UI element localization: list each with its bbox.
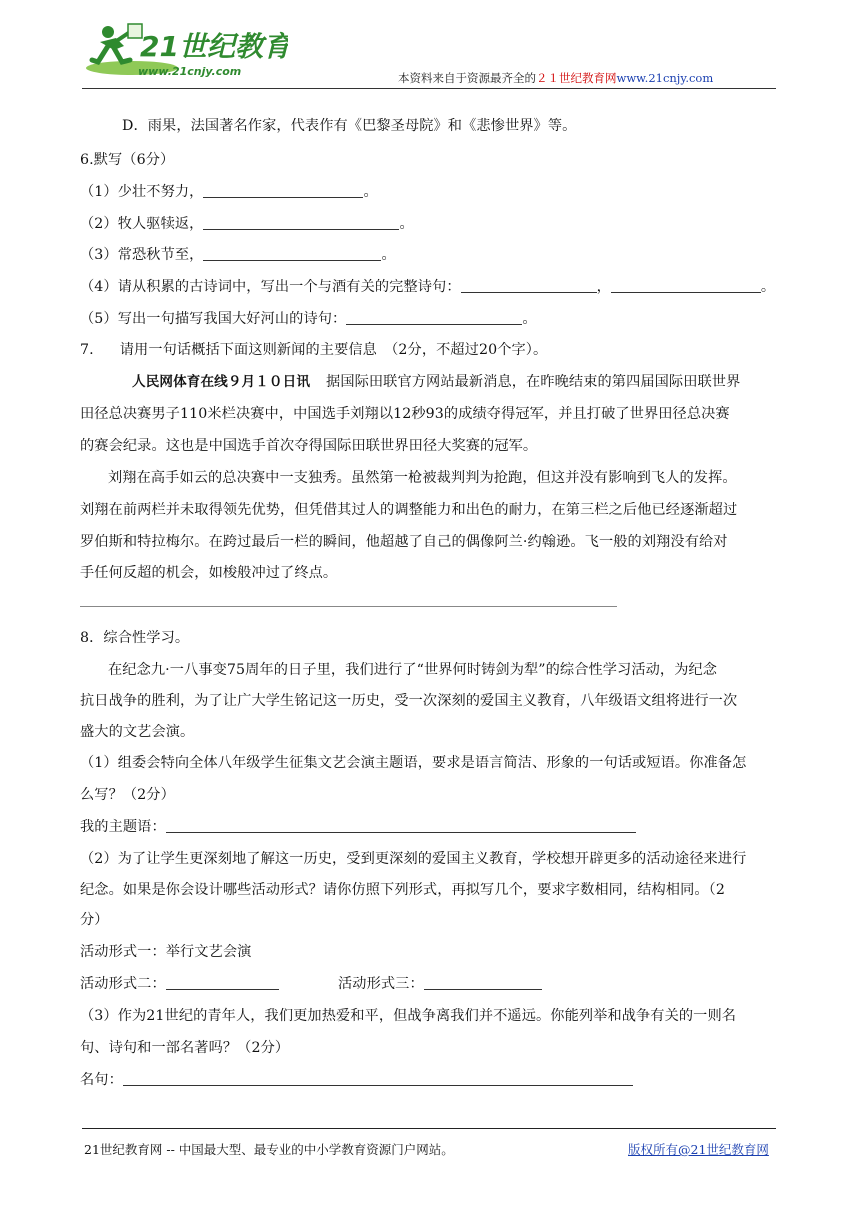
q7-news-line-4: 刘翔在高手如云的总决赛中一支独秀。虽然第一枪被裁判判为抢跑，但这并没有影响到飞人的发挥。 — [108, 470, 737, 486]
q6-item-3-blank[interactable] — [203, 246, 381, 261]
q8-sub3-answer-blank[interactable] — [123, 1071, 633, 1086]
q6-item-1-blank[interactable] — [203, 183, 363, 198]
q8-form-2-label: 活动形式二： — [80, 976, 166, 992]
q6-item-1-end: 。 — [363, 184, 378, 200]
q6-item-3 — [80, 245, 396, 265]
q6-item-4-end: 。 — [760, 279, 776, 295]
q6-item-4-comma: ， — [596, 279, 611, 295]
q8-form-3-blank[interactable] — [424, 975, 542, 990]
q6-item-2 — [80, 214, 414, 234]
q6-item-2-end: 。 — [399, 216, 414, 232]
q6-item-5-end: 。 — [522, 311, 537, 327]
q6-item-2-blank[interactable] — [203, 215, 399, 230]
q8-form-2-blank[interactable] — [166, 975, 279, 990]
q8-intro-line-3: 盛大的文艺会演。 — [80, 724, 195, 740]
q7-news-line-1 — [132, 372, 740, 392]
q6-item-2-text: （2）牧人驱犊返， — [80, 216, 204, 232]
q8-sub1-answer — [80, 817, 636, 837]
header-note-url[interactable]: www.21cnjy.com — [616, 71, 714, 85]
logo-text: 21世纪教育 — [140, 30, 288, 63]
q8-sub3-answer-label: 名句： — [80, 1072, 123, 1088]
q6-item-1-text: （1）少壮不努力， — [80, 184, 204, 200]
q8-form-1: 活动形式一：举行文艺会演 — [80, 944, 252, 960]
q8-sub2-line-2: 纪念。如果是你会设计哪些活动形式？请你仿照下列形式，再拟写几个，要求字数相同，结构相同。（2 — [80, 882, 725, 898]
q7-news-line-6: 罗伯斯和特拉梅尔。在跨过最后一栏的瞬间，他超越了自己的偶像阿兰·约翰逊。飞一般的刘翔没有给对 — [80, 534, 728, 550]
q8-sub3-line-2: 句、诗句和一部名著吗？（2分） — [80, 1040, 290, 1056]
q7-news-line-7: 手任何反超的机会，如梭般冲过了终点。 — [80, 565, 338, 581]
q8-sub3-answer — [80, 1070, 633, 1090]
q7-title-text: 请用一句话概括下面这则新闻的主要信息 （2分，不超过20个字）。 — [119, 342, 548, 358]
footer-divider — [82, 1128, 776, 1129]
q5-option-d: D．雨果，法国著名作家，代表作有《巴黎圣母院》和《悲惨世界》等。 — [122, 118, 577, 134]
q6-item-4-blank-b[interactable] — [611, 278, 761, 293]
q8-sub1-answer-blank[interactable] — [166, 818, 636, 833]
q6-item-5-blank[interactable] — [346, 310, 522, 325]
q6-item-5-text: （5）写出一句描写我国大好河山的诗句： — [80, 311, 347, 327]
q6-item-3-end: 。 — [381, 247, 396, 263]
q6-item-4-text: （4）请从积累的古诗词中，写出一个与酒有关的完整诗句： — [80, 279, 461, 295]
q7-news-line-2: 田径总决赛男子110米栏决赛中，中国选手刘翔以12秒93的成绩夺得冠军，并且打破了世界田径总决赛 — [80, 406, 730, 422]
q7-answer-line[interactable] — [80, 606, 617, 607]
q7-number: 7. — [80, 342, 94, 358]
header-note-brand: ２１世纪教育网 — [536, 71, 617, 85]
q8-intro-line-1: 在纪念九·一八事变75周年的日子里，我们进行了“世界何时铸剑为犁”的综合性学习活动，为纪念 — [108, 662, 718, 678]
q6-item-4-blank-a[interactable] — [461, 278, 597, 293]
q7-news-line-3: 的赛会纪录。这也是中国选手首次夺得国际田联世界田径大奖赛的冠军。 — [80, 438, 538, 454]
footer-tagline: 21世纪教育网 -- 中国最大型、最专业的中小学教育资源门户网站。 — [84, 1142, 454, 1157]
q8-sub2-line-3: 分） — [80, 912, 109, 928]
q8-sub2-line-1: （2）为了让学生更深刻地了解这一历史，受到更深刻的爱国主义教育，学校想开辟更多的活动途径来进行 — [80, 851, 747, 867]
q6-item-5 — [80, 309, 537, 329]
q6-item-4 — [80, 277, 775, 297]
q7-title — [80, 340, 547, 360]
q6-title: 6.默写（6分） — [80, 152, 175, 168]
q8-sub3-line-1: （3）作为21世纪的青年人，我们更加热爱和平，但战争离我们并不遥远。你能列举和战争有关的一则名 — [80, 1008, 737, 1024]
runner-logo-icon — [78, 16, 288, 82]
q7-news-text-1: 据国际田联官方网站最新消息，在昨晚结束的第四届国际田联世界 — [326, 374, 741, 390]
q8-sub1-line-2: 么写？（2分） — [80, 787, 175, 803]
q8-form-2 — [80, 974, 279, 994]
header-note — [398, 70, 713, 86]
q6-item-3-text: （3）常恐秋节至， — [80, 247, 204, 263]
site-logo — [78, 16, 288, 82]
header-note-prefix: 本资料来自于资源最齐全的 — [398, 71, 536, 85]
q8-form-3 — [338, 974, 542, 994]
q8-form-3-label: 活动形式三： — [338, 976, 424, 992]
header-divider — [82, 88, 776, 89]
logo-url: www.21cnjy.com — [138, 65, 242, 78]
q8-intro-line-2: 抗日战争的胜利，为了让广大学生铭记这一历史，受一次深刻的爱国主义教育，八年级语文组将进行一次 — [80, 693, 738, 709]
q8-title: 8．综合性学习。 — [80, 630, 190, 646]
q8-sub1-line-1: （1）组委会特向全体八年级学生征集文艺会演主题语，要求是语言简洁、形象的一句话或短语。你准备怎 — [80, 755, 747, 771]
q8-sub1-answer-label: 我的主题语： — [80, 819, 166, 835]
q7-news-lead: 人民网体育在线９月１０日讯 — [132, 374, 311, 390]
q7-news-line-5: 刘翔在前两栏并未取得领先优势，但凭借其过人的调整能力和出色的耐力，在第三栏之后他已经逐渐超过 — [80, 502, 738, 518]
q6-item-1 — [80, 182, 378, 202]
footer-copyright-link[interactable]: 版权所有@21世纪教育网 — [628, 1142, 769, 1157]
